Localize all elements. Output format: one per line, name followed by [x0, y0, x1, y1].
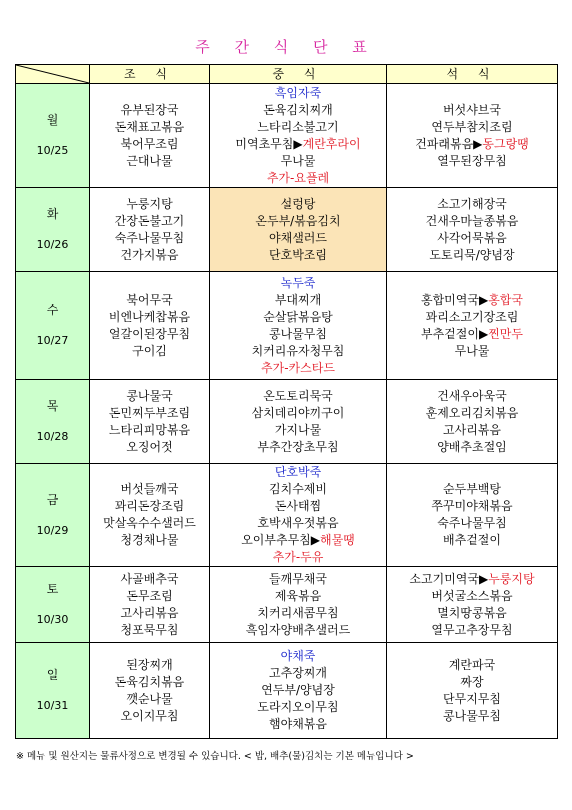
breakfast-cell	[90, 84, 210, 188]
menu-item-text: 고사리볶음	[120, 605, 179, 620]
menu-item-substitute: 해물땡	[320, 533, 355, 547]
menu-item	[90, 481, 209, 498]
menu-item	[90, 515, 209, 532]
dinner-cell	[387, 567, 558, 643]
menu-item	[210, 405, 386, 422]
menu-item	[210, 388, 386, 405]
menu-item-text: 돈무조림	[126, 588, 173, 603]
menu-item	[210, 481, 386, 498]
menu-item-text: 돈육김치찌개	[263, 102, 333, 117]
menu-item	[387, 196, 557, 213]
menu-item-text: 맛살옥수수샐러드	[103, 516, 196, 530]
menu-item-text: 버섯샤브국	[443, 102, 501, 117]
menu-item-text: 느타리소불고기	[257, 119, 339, 134]
day-row	[16, 380, 558, 464]
menu-item-text: 청포묵무침	[120, 622, 179, 637]
menu-item	[90, 422, 209, 439]
menu-item-text: 콩나물무침	[443, 708, 501, 723]
menu-item-substitute: 계란후라이	[302, 136, 361, 151]
menu-item	[90, 691, 209, 708]
dinner-cell	[387, 272, 558, 380]
menu-item	[210, 464, 386, 481]
menu-item-text: 숙주나물무침	[437, 516, 507, 530]
menu-item	[387, 622, 557, 639]
menu-item-text: 건새우아욱국	[437, 388, 507, 403]
menu-item	[387, 102, 557, 119]
dinner-cell	[387, 380, 558, 464]
menu-item-text: 사골배추국	[120, 571, 179, 586]
menu-item-text: 오이부추무침▶	[241, 533, 320, 547]
menu-item	[387, 388, 557, 405]
menu-item-text: 짜장	[460, 674, 484, 689]
page-title: 주 간 식 단 표	[195, 38, 377, 56]
day-cell	[16, 84, 90, 188]
menu-item-text: 부추겉절이▶	[421, 326, 489, 341]
menu-item-text: 건파래볶음▶	[415, 136, 483, 151]
menu-item	[90, 571, 209, 588]
menu-item	[90, 292, 209, 309]
menu-item	[210, 153, 386, 170]
day-label: 화	[46, 207, 59, 221]
menu-item-text: 버섯굴소스볶음	[431, 588, 513, 603]
menu-item-text: 열무된장무침	[437, 153, 507, 168]
menu-item	[210, 515, 386, 532]
menu-item	[90, 439, 209, 456]
breakfast-cell	[90, 380, 210, 464]
menu-item	[90, 326, 209, 343]
menu-item-text: 연두부/양념장	[261, 683, 335, 697]
menu-item-text: 단무지무침	[443, 691, 501, 706]
breakfast-header: 조 식	[90, 65, 210, 84]
menu-item	[210, 498, 386, 515]
menu-item-text: 연두부참치조림	[431, 119, 513, 134]
menu-item-substitute: 홍합국	[488, 292, 523, 307]
menu-item	[210, 136, 386, 153]
day-label: 일	[46, 668, 59, 682]
day-cell	[16, 464, 90, 567]
menu-item-text: 구이김	[132, 343, 167, 358]
menu-item	[90, 498, 209, 515]
menu-item-text: 녹두죽	[280, 275, 316, 290]
day-row	[16, 643, 558, 739]
menu-item-text: 간장돈불고기	[114, 213, 185, 228]
menu-item	[210, 230, 386, 247]
menu-item	[387, 326, 557, 343]
lunch-cell	[210, 464, 387, 567]
menu-item-text: 콩나물국	[126, 388, 173, 403]
menu-item-text: 계란파국	[448, 657, 496, 672]
menu-item-text: 제육볶음	[274, 588, 322, 603]
menu-item	[90, 657, 209, 674]
dinner-cell	[387, 643, 558, 739]
menu-item	[387, 213, 557, 230]
menu-item-text: 비엔나케찹볶음	[108, 309, 191, 324]
menu-item-text: 청경채나물	[120, 533, 179, 547]
menu-item-text: 건가지볶음	[120, 247, 179, 262]
menu-item-text: 고사리볶음	[443, 422, 501, 437]
menu-item-text: 숙주나물무침	[114, 230, 185, 245]
menu-item	[387, 498, 557, 515]
dinner-cell	[387, 84, 558, 188]
menu-item-text: 꽈리돈장조림	[114, 499, 185, 513]
menu-item	[387, 309, 557, 326]
menu-item	[90, 119, 209, 136]
day-label: 월	[46, 113, 59, 127]
menu-item-text: 도토리묵/양념장	[429, 247, 515, 262]
menu-item-substitute: 누룽지탕	[488, 571, 535, 586]
menu-table	[15, 64, 558, 739]
menu-item	[210, 605, 386, 622]
menu-item-text: 버섯들깨국	[120, 482, 179, 496]
menu-item	[90, 343, 209, 360]
menu-item-text: 훈제오리김치볶음	[425, 405, 519, 420]
day-row	[16, 188, 558, 272]
date-label: 10/30	[36, 613, 69, 626]
day-row	[16, 272, 558, 380]
menu-item-text: 호박새우젓볶음	[257, 516, 339, 530]
menu-item-text: 오징어젓	[126, 439, 173, 454]
date-label: 10/25	[36, 144, 69, 157]
menu-item-text: 소고기미역국▶	[409, 571, 489, 586]
menu-item-text: 무나물	[280, 153, 316, 168]
menu-item	[387, 136, 557, 153]
menu-item	[387, 571, 557, 588]
day-cell	[16, 188, 90, 272]
menu-item-text: 소고기해장국	[437, 196, 507, 211]
date-label: 10/28	[36, 430, 69, 443]
menu-item	[387, 153, 557, 170]
menu-item-text: 양배추초절임	[437, 439, 507, 454]
menu-item	[387, 708, 557, 725]
menu-item	[210, 422, 386, 439]
menu-item	[387, 405, 557, 422]
menu-item	[90, 708, 209, 725]
menu-item-text: 야채죽	[280, 649, 316, 663]
day-row	[16, 567, 558, 643]
menu-item-text: 순두부백탕	[443, 482, 501, 496]
menu-item-text: 배추겉절이	[443, 533, 501, 547]
menu-item-text: 온두부/볶음김치	[255, 213, 341, 228]
menu-item-text: 온도토리묵국	[263, 388, 333, 403]
menu-item	[387, 292, 557, 309]
menu-item	[387, 439, 557, 456]
menu-item	[387, 119, 557, 136]
menu-item	[387, 532, 557, 549]
menu-item	[90, 196, 209, 213]
menu-item-text: 부대찌개	[274, 292, 322, 307]
menu-item-text: 야채샐러드	[269, 230, 327, 245]
lunch-cell	[210, 84, 387, 188]
day-label: 토	[46, 582, 59, 596]
menu-item	[90, 605, 209, 622]
menu-item-text: 콩나물무침	[269, 326, 327, 341]
menu-item-text: 열무고추장무침	[431, 622, 513, 637]
dinner-header: 석 식	[387, 65, 558, 84]
menu-item-text: 얼갈이된장무침	[108, 326, 191, 341]
header-row	[16, 65, 558, 84]
menu-item	[210, 571, 386, 588]
menu-item-text: 햄야채볶음	[269, 717, 327, 731]
menu-item	[210, 292, 386, 309]
lunch-cell	[210, 272, 387, 380]
date-label: 10/27	[36, 334, 69, 347]
menu-item-text: 멸치땅콩볶음	[437, 605, 507, 620]
menu-item	[387, 422, 557, 439]
menu-item-text: 오이지무침	[120, 708, 179, 723]
menu-item	[90, 153, 209, 170]
menu-item-text: 건새우마늘종볶음	[425, 213, 519, 228]
menu-item-text: 꽈리소고기장조림	[425, 309, 519, 324]
menu-item	[90, 388, 209, 405]
menu-item-text: 된장찌개	[126, 657, 173, 672]
footnote: ※ 메뉴 및 원산지는 물류사정으로 변경될 수 있습니다. < 밥, 배추(물)김치는 기본 메뉴입니다 >	[16, 751, 414, 762]
menu-item	[90, 405, 209, 422]
menu-item	[210, 549, 386, 566]
date-label: 10/29	[36, 523, 69, 537]
menu-item	[210, 102, 386, 119]
menu-item-text: 순살닭볶음탕	[263, 309, 333, 324]
dinner-cell	[387, 464, 558, 567]
lunch-cell	[210, 643, 387, 739]
menu-item	[210, 326, 386, 343]
menu-item	[90, 213, 209, 230]
menu-item	[210, 85, 386, 102]
breakfast-cell	[90, 188, 210, 272]
menu-item-text: 홍합미역국▶	[421, 292, 489, 307]
menu-item	[210, 439, 386, 456]
menu-item-text: 흑임자양배추샐러드	[245, 622, 351, 637]
lunch-cell	[210, 188, 387, 272]
menu-item	[387, 657, 557, 674]
menu-item	[210, 275, 386, 292]
menu-item	[210, 622, 386, 639]
menu-item	[387, 343, 557, 360]
menu-item	[210, 247, 386, 264]
day-cell	[16, 380, 90, 464]
menu-item	[387, 691, 557, 708]
menu-item	[210, 119, 386, 136]
lunch-cell	[210, 380, 387, 464]
breakfast-cell	[90, 567, 210, 643]
menu-item	[387, 605, 557, 622]
menu-item	[387, 588, 557, 605]
menu-body	[16, 84, 558, 739]
day-cell	[16, 643, 90, 739]
menu-item-text: 미역초무침▶	[235, 136, 303, 151]
menu-item	[210, 360, 386, 377]
lunch-header: 중 식	[210, 65, 387, 84]
menu-item-text: 사각어묵볶음	[437, 230, 507, 245]
menu-item	[90, 674, 209, 691]
diagonal-line-icon	[16, 65, 89, 83]
menu-item	[210, 170, 386, 187]
date-label: 10/31	[36, 699, 69, 712]
menu-item	[90, 622, 209, 639]
menu-item-text: 추가-두유	[272, 550, 324, 564]
date-label: 10/26	[36, 238, 69, 251]
breakfast-cell	[90, 643, 210, 739]
menu-item-text: 설렁탕	[280, 196, 316, 211]
day-row	[16, 464, 558, 567]
corner-cell	[16, 65, 90, 84]
menu-item	[90, 247, 209, 264]
lunch-cell	[210, 567, 387, 643]
day-row	[16, 84, 558, 188]
day-label: 목	[46, 399, 59, 413]
menu-item-text: 쭈꾸미야채볶음	[431, 499, 513, 513]
menu-item	[210, 532, 386, 549]
menu-item-text: 느타리피망볶음	[108, 422, 191, 437]
menu-item-text: 돈민찌두부조림	[108, 405, 191, 420]
menu-item	[210, 309, 386, 326]
day-cell	[16, 567, 90, 643]
menu-item-text: 무나물	[454, 343, 490, 358]
menu-item-text: 추가-카스타드	[261, 360, 335, 375]
menu-item	[210, 699, 386, 716]
menu-item	[90, 532, 209, 549]
day-label: 금	[46, 492, 59, 507]
menu-item-text: 김치수제비	[269, 482, 327, 496]
menu-item-text: 돈채표고볶음	[114, 119, 185, 134]
menu-item	[90, 588, 209, 605]
menu-item	[210, 648, 386, 665]
menu-item-substitute: 찐만두	[488, 326, 523, 341]
day-cell	[16, 272, 90, 380]
menu-item-text: 북어무국	[126, 292, 173, 307]
menu-item-text: 근대나물	[126, 153, 173, 168]
menu-item-text: 삼치데리야끼구이	[251, 405, 345, 420]
menu-item	[387, 247, 557, 264]
menu-item-text: 흑임자죽	[274, 85, 322, 100]
menu-item-text: 깻순나물	[126, 691, 173, 706]
menu-item-text: 단호박조림	[269, 247, 327, 262]
menu-item	[387, 674, 557, 691]
menu-item	[210, 682, 386, 699]
menu-item	[210, 213, 386, 230]
menu-item-text: 누룽지탕	[126, 196, 173, 211]
menu-item-text: 유부된장국	[120, 102, 179, 117]
menu-item	[210, 716, 386, 733]
menu-item	[90, 230, 209, 247]
menu-item	[387, 515, 557, 532]
menu-item	[210, 196, 386, 213]
menu-item	[90, 309, 209, 326]
menu-item	[210, 588, 386, 605]
menu-item	[387, 481, 557, 498]
menu-item-text: 북어무조림	[120, 136, 179, 151]
menu-item	[90, 102, 209, 119]
menu-item-text: 치커리유자청무침	[251, 343, 345, 358]
menu-item	[210, 343, 386, 360]
menu-item-text: 돈사태찜	[274, 499, 322, 513]
menu-item-text: 가지나물	[274, 422, 322, 437]
dinner-cell	[387, 188, 558, 272]
menu-item-substitute: 동그랑땡	[482, 136, 529, 151]
breakfast-cell	[90, 464, 210, 567]
menu-item	[210, 665, 386, 682]
menu-item-text: 들깨무채국	[269, 571, 327, 586]
menu-item-text: 치커리새콤무침	[257, 605, 339, 620]
breakfast-cell	[90, 272, 210, 380]
menu-item-text: 고추장찌개	[269, 666, 327, 680]
menu-item	[90, 136, 209, 153]
menu-item-text: 추가-요플레	[266, 170, 330, 185]
menu-item-text: 도라지오이무침	[257, 700, 339, 714]
menu-item-text: 돈육김치볶음	[114, 674, 185, 689]
day-label: 수	[46, 303, 59, 317]
menu-item	[387, 230, 557, 247]
menu-item-text: 부추간장초무침	[257, 439, 339, 454]
menu-item-text: 단호박죽	[274, 465, 322, 479]
